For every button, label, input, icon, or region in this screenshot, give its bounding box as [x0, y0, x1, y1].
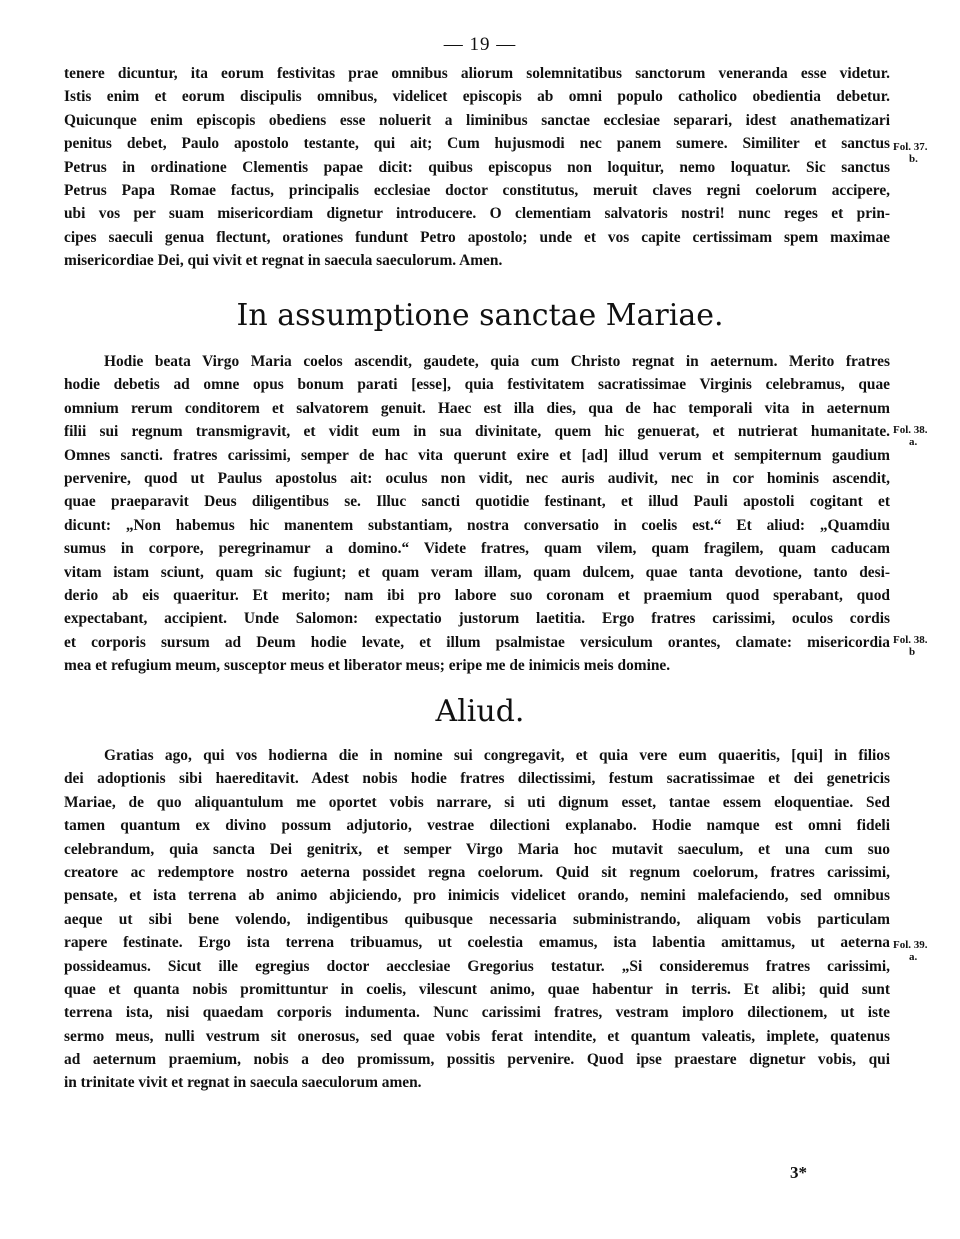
- marginal-folio-note: [893, 141, 955, 165]
- text-line: pensate, et ista terrena ab animo abjiciendo, pro inimicis videlicet orando, nemini malefaciendo, sed omnibus: [64, 887, 890, 905]
- text-line: ubi vos per suam misericordiam dignetur introducere. O clementiam salvatoris nostri! nunc reges et prin-: [64, 205, 890, 223]
- paragraph-continuation: [64, 62, 890, 273]
- folio-sub: a.: [909, 436, 918, 448]
- text-line: expectabant, accipient. Unde Salomon: expectatio justorum laetitia. Ergo fratres carissimi, oculos cordis: [64, 610, 890, 628]
- text-line: quae praeparavit Deus diligentibus se. Illuc sancti quotidie festinant, et illud Pauli apostoli cogitant et: [64, 493, 890, 511]
- text-line: rapere festinate. Ergo ista terrena tribuamus, ut coelestia emamus, ista labentia amittamus, ut aeterna: [64, 934, 890, 952]
- folio-main: Fol. 38.: [893, 424, 928, 436]
- text-line: in trinitate vivit et regnat in saecula saeculorum amen.: [64, 1074, 422, 1092]
- text-line: tenere dicuntur, ita eorum festivitas prae omnibus aliorum solemnitatibus sanctorum veneranda esse videtur.: [64, 65, 890, 82]
- text-line: Istis enim et eorum discipulis omnibus, videlicet episcopis ab omni populo catholico obedientia debetur.: [64, 88, 890, 106]
- text-line: Quicunque enim episcopis obediens esse noluerit a liminibus sanctae ecclesiae separari, idest anathematizari: [64, 111, 890, 129]
- paragraph-aliud: [64, 744, 890, 1095]
- folio-sub: a.: [909, 951, 918, 963]
- text-line: Gratias ago, qui vos hodierna die in nomine sui congregavit, et quia vere eum quaeritis, [qui] in filios: [104, 747, 890, 764]
- text-line: tamen quantum ex divino possum adjutorio, vestrae dilectioni explanabo. Hodie namque est omni fideli: [64, 817, 890, 835]
- text-line: penitus debet, Paulo apostolo testante, qui ait; Cum hujusmodi nec panem sumere. Similiter et sanctus: [64, 135, 890, 153]
- text-line: aeque ut sibi bene volendo, indigentibus quibusque necessaria subministrando, aliquam vobis particulam: [64, 910, 890, 928]
- text-line: mea et refugium meum, susceptor meus et liberator meus; eripe me de inimicis meis domine.: [64, 657, 671, 675]
- page-number: — 19 —: [443, 34, 517, 55]
- text-line: cipes saeculi genua flectunt, orationes fundunt Petro apostolo; unde et vos capite certissimam spem maximae: [64, 228, 890, 246]
- text-line: creatore ac redemptore nostro aeterna possidet regna coelorum. Quid sit regnum coelorum, fratres carissimi,: [64, 863, 890, 881]
- text-line: derio ab eis quaeritur. Et merito; nam ibi pro labore suo coronam et praemium quod sperabant, quod: [64, 586, 890, 604]
- text-line: dicunt: „Non habemus hic manentem substantiam, nostra conversatio in coelis est.“ Et aliud: „Quamdiu: [64, 516, 890, 534]
- folio-sub: b: [909, 646, 916, 658]
- paragraph-assumption: [64, 350, 890, 677]
- text-line: Petrus Papa Romae factus, principalis ecclesiae doctor constitutus, meruit claves regni coelorum accipere,: [64, 181, 890, 199]
- folio-sub: b.: [909, 153, 918, 165]
- text-line: Hodie beata Virgo Maria coelos ascendit, gaudete, quia cum Christo regnat in aeternum. Merito fratres: [104, 353, 890, 370]
- section-heading-aliud: Aliud.: [435, 694, 525, 729]
- marginal-folio-note: [893, 939, 955, 963]
- text-line: celebrandum, quia sancta Dei genitrix, et semper Virgo Maria hoc mutavit saeculum, et una cum suo: [64, 840, 890, 858]
- text-line: ad aeternum praemium, nobis a deo promissum, possitis pervenire. Quod ipse praestare dignetur vobis, qui: [64, 1051, 890, 1069]
- text-line: filii sui regnum transmigravit, et vidit eum in sua divinitate, quem hic genuerat, et nutrierat humanitate.: [64, 423, 890, 441]
- text-line: possideamus. Sicut ille egregius doctor aecclesiae Gregorius testatur. „Si consideremus fratres carissimi,: [64, 957, 890, 975]
- text-line: Omnes sancti. fratres carissimi, semper de hac vita querunt exire et [ad] illud verum et sempiternum gaudium: [64, 446, 890, 464]
- marginal-folio-note: [893, 634, 955, 658]
- text-line: sermo meus, nulli vestrum sit onerosus, sed quae vobis ferat intendite, et quantum valeatis, implete, quatenus: [64, 1027, 890, 1045]
- text-line: vitam istam sciunt, quam sic fugiunt; et quam veram illam, quam dulcem, quae tanta devotione, tanto desi-: [64, 563, 890, 581]
- signature-mark: 3*: [790, 1163, 807, 1182]
- folio-main: Fol. 37.: [893, 141, 928, 153]
- text-line: et corporis sursum ad Deum hodie levate, et illum psalmistae versiculum orantes, clamate: misericordia: [64, 633, 890, 651]
- text-line: pervenire, quod ut Paulus apostolus ait: oculus non vidit, nec auris audivit, nec in cor hominis ascendit,: [64, 469, 890, 487]
- text-line: Petrus in ordinatione Clementis papae dicit: quibus episcopus non loquitur, nemo loquatur. Sic sanctus: [64, 158, 890, 176]
- text-line: dei adoptionis sibi haereditavit. Adest nobis hodie fratres dilectissimi, festum sacratissimae et dei genetricis: [64, 770, 890, 788]
- text-line: terrena ista, nisi quaedam corporis indumenta. Nunc carissimi fratres, vestram imploro dilectionem, ut iste: [64, 1004, 890, 1022]
- text-line: misericordiae Dei, qui vivit et regnat in saecula saeculorum. Amen.: [64, 252, 503, 270]
- text-line: Mariae, de quo aliquantulum me oportet vobis narrare, si uti dignum esset, tantae essem eloquentiae. Sed: [64, 793, 890, 811]
- folio-main: Fol. 38.: [893, 634, 928, 646]
- section-heading-assumption: In assumptione sanctae Mariae.: [236, 298, 724, 333]
- text-line: omnium rerum conditorem et salvatorem genuit. Haec est illa dies, qua de hac temporali vita in aeternum: [64, 399, 890, 417]
- text-line: hodie debetis ad omne opus bonum parati [esse], quia festivitatem sacratissimae Virginis celebramus, quae: [64, 376, 890, 394]
- marginal-folio-note: [893, 424, 955, 448]
- text-line: sumus in corpore, peregrinamur a domino.“ Videte fratres, quam vilem, quam fragilem, quam caducam: [64, 540, 890, 558]
- folio-main: Fol. 39.: [893, 939, 928, 951]
- text-line: quae et quanta nobis promittuntur in coelis, vilescunt animo, quae habentur in terris. Et alibi; quid sunt: [64, 980, 890, 998]
